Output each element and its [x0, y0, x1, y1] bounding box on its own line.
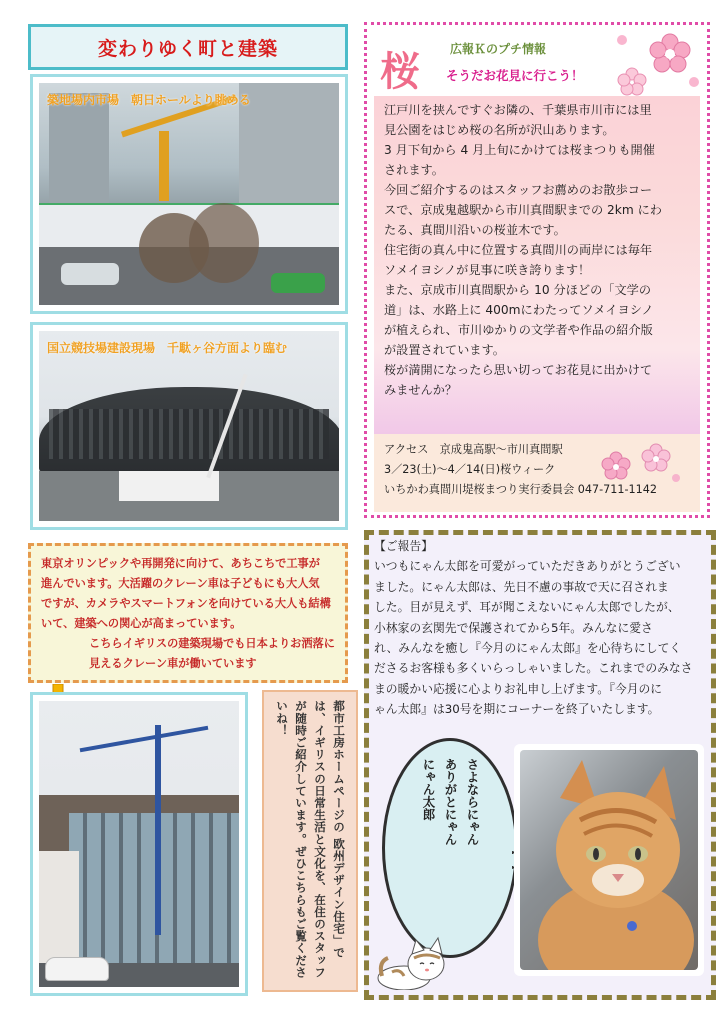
cat-image — [520, 750, 698, 970]
body-line: 道」は、水路上に 400mにわたってソメイヨシノ — [384, 303, 654, 317]
olympic-notice-box — [28, 543, 348, 683]
access-line: アクセス 京成鬼高駅～市川真間駅 — [384, 443, 563, 456]
koho-label: 広報Ｋのプチ情報 — [450, 42, 547, 56]
car — [61, 263, 119, 285]
notice-line: ですが、カメラやスマートフォンを向けている大人も結構 — [41, 597, 331, 610]
body-line: スで、京成鬼越駅から市川真間駅までの 2km にわ — [384, 203, 662, 217]
stadium-facade — [49, 409, 329, 459]
body-line: たる、真間川沿いの桜並木です。 — [384, 223, 566, 237]
body-line: ソメイヨシノが見事に咲き誇ります！ — [384, 263, 591, 277]
notice-line: 東京オリンピックや再開発に向けて、あちこちで工事が — [41, 557, 320, 570]
bubble-text: さよならにゃん ありがとにゃん にゃん太郎 — [421, 758, 480, 846]
report-line: ました。にゃん太郎は、先日不慮の事故で天に召されま — [374, 579, 669, 594]
body-line: 3 月下旬から 4 月上旬にかけては桜まつりも開催 — [384, 143, 655, 157]
body-line: が設置されています。 — [384, 343, 505, 357]
ohanami-label: そうだお花見に行こう！ — [446, 68, 584, 83]
body-line: 今回ご紹介するのはスタッフお薦めのお散歩コー — [384, 183, 653, 197]
tsukiji-photo — [39, 83, 339, 305]
crane-mast — [159, 131, 169, 201]
building — [49, 93, 109, 203]
sakura-kanji: 桜 — [380, 49, 420, 95]
uk-crane-photo-frame — [30, 692, 248, 996]
vertical-text: 都市工房ホームページの 欧州デザイン住宅」では、イギリスの日常生活と文化を、在住のスタッフが随時ご紹介しています。ぜひこちらもご覧くださいね！ — [275, 700, 346, 979]
report-line: した。目が見えず、耳が聞こえないにゃん太郎でしたが、 — [374, 600, 680, 615]
report-line: 【ご報告】 — [374, 539, 433, 553]
car — [45, 957, 109, 981]
cherry-blossom-icon — [610, 26, 702, 96]
body-line: 見公園をはじめ桜の名所が沢山あります。 — [384, 123, 615, 137]
notice-line: いて、建築への関心が高まっています。 — [41, 617, 242, 630]
report-text — [374, 536, 710, 720]
building — [39, 851, 79, 971]
report-line: まの暖かい応援に心よりお礼申し上げます。『今月のに — [374, 681, 663, 696]
notice-line: 見えるクレーン車が働いています — [89, 657, 257, 670]
section-title-box — [28, 24, 348, 70]
cat-mascot-icon — [374, 932, 450, 990]
report-line: れ、みんなを癒し『今月のにゃん太郎』を心待ちにしてく — [374, 641, 682, 656]
body-line: 住宅街の真ん中に位置する真間川の両岸には毎年 — [384, 243, 653, 257]
photo-caption: 国立競技場建設現場 千駄ヶ谷方面より臨む — [47, 341, 288, 355]
report-line: ださるお客様も多くいらっしゃいました。これまでのみなさ — [374, 661, 693, 676]
glass-facade — [69, 813, 239, 963]
crane-mast — [155, 725, 161, 935]
cat-photo — [520, 750, 698, 970]
bubble-text-wrap — [392, 758, 508, 938]
report-line: いつもにゃん太郎を可愛がっていただきありがとうござい — [374, 559, 681, 574]
stadium-photo — [39, 331, 339, 521]
body-line: また、京成市川真間駅から 10 分ほどの「文学の — [384, 283, 652, 297]
body-line: 江戸川を挟んですぐお隣の、千葉県市川市には里 — [384, 103, 652, 117]
sakura-body — [374, 96, 700, 434]
notice-line: こちらイギリスの建築現場でも日本よりお洒落に — [89, 637, 335, 650]
building — [239, 83, 339, 203]
uk-crane-photo — [39, 701, 239, 987]
access-line: いちかわ真間川堤桜まつり実行委員会 047-711-1142 — [384, 483, 657, 496]
photo-caption: 築地場内市場 朝日ホールより眺める — [47, 93, 251, 107]
body-line: 桜が満開になったら思い切ってお花見に出かけて — [384, 363, 653, 377]
cherry-blossom-icon — [596, 440, 686, 486]
crane-arm — [80, 726, 209, 753]
report-line: ゃん太郎』は30号を期にコーナーを終了いたします。 — [374, 702, 660, 717]
european-housing-note — [262, 690, 358, 992]
section-title: 変わりゆく町と建築 — [97, 37, 278, 60]
stadium-photo-frame — [30, 322, 348, 530]
body-line: が植えられ、市川ゆかりの文学者や作品の紹介版 — [384, 323, 653, 337]
tree — [189, 203, 259, 283]
car — [271, 273, 325, 293]
tsukiji-photo-frame — [30, 74, 348, 314]
access-line: 3／23(土)～4／14(日)桜ウィーク — [384, 463, 556, 476]
report-line: 小林家の玄関先で保護されてから5年。みんなに愛さ — [374, 620, 653, 635]
cat-photo-frame — [514, 744, 704, 976]
site-wall — [119, 471, 219, 501]
body-line: みませんか？ — [384, 383, 458, 397]
notice-line: 進んでいます。大活躍のクレーン車は子どもにも大人気 — [41, 577, 320, 590]
body-line: されます。 — [384, 163, 444, 177]
